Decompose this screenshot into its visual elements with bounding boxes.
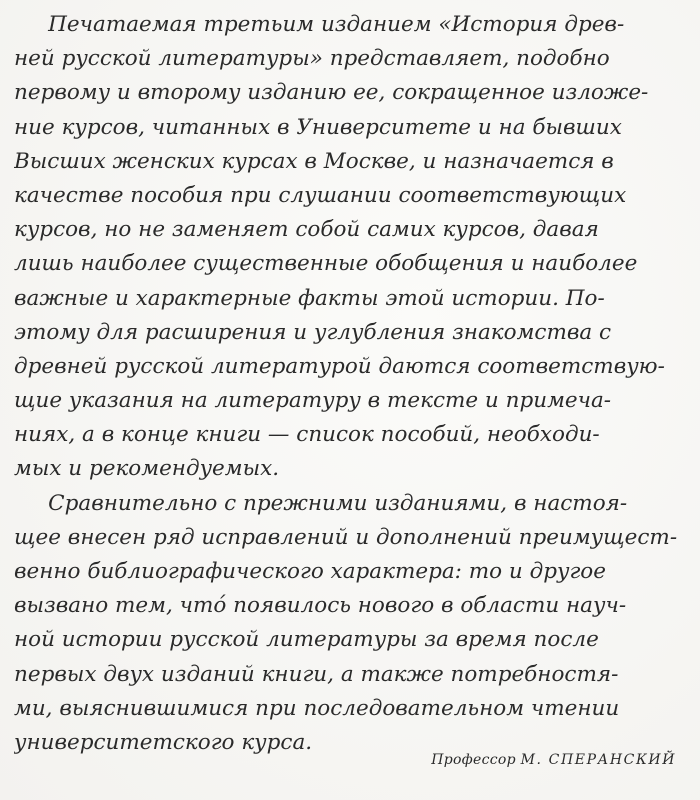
- text-line: древней русской литературой даются соответствую-: [14, 353, 665, 379]
- text-line: щие указания на литературу в тексте и примеча-: [14, 388, 612, 414]
- text-line: университетского курса.: [14, 729, 313, 755]
- paragraph-2: [14, 487, 690, 761]
- text-line: важные и характерные факты этой истории. По-: [14, 285, 605, 311]
- text-line: щее внесен ряд исправлений и дополнений преимущест-: [14, 524, 678, 550]
- text-line: ной истории русской литературы за время после: [14, 627, 599, 653]
- text-line: ниях, а в конце книги — список пособий, необходи-: [14, 422, 600, 448]
- text-line: вызвано тем, что́ появилось нового в области науч-: [14, 593, 627, 619]
- text-line: первому и второму изданию ее, сокращенное изложе-: [14, 80, 649, 106]
- text-line: лишь наиболее существенные обобщения и наиболее: [14, 251, 638, 277]
- text-line: ние курсов, читанных в Университете и на бывших: [14, 114, 622, 140]
- text-line: курсов, но не заменяет собой самих курсов, давая: [14, 217, 599, 243]
- signature-title: Профессор: [431, 752, 516, 768]
- text-line: мых и рекомендуемых.: [14, 456, 280, 482]
- text-line: ми, выяснившимися при последовательном чтении: [14, 695, 620, 721]
- text-line: венно библиографического характера: то и другое: [14, 559, 606, 584]
- text-line: качестве пособия при слушании соответствующих: [14, 182, 627, 208]
- text-line: Печатаемая третьим изданием «История древ-: [14, 12, 625, 37]
- text-line: ней русской литературы» представляет, подобно: [14, 46, 610, 72]
- text-line: Высших женских курсах в Москве, и назначается в: [14, 148, 614, 174]
- text-line: Сравнительно с прежними изданиями, в настоя-: [14, 490, 628, 516]
- paragraph-1: [14, 8, 690, 487]
- signature-name: М. СПЕРАНСКИЙ: [520, 752, 676, 768]
- text-line: первых двух изданий книги, а также потребностя-: [14, 661, 619, 687]
- text-line: этому для расширения и углубления знакомства с: [14, 319, 612, 345]
- signature: [431, 752, 676, 768]
